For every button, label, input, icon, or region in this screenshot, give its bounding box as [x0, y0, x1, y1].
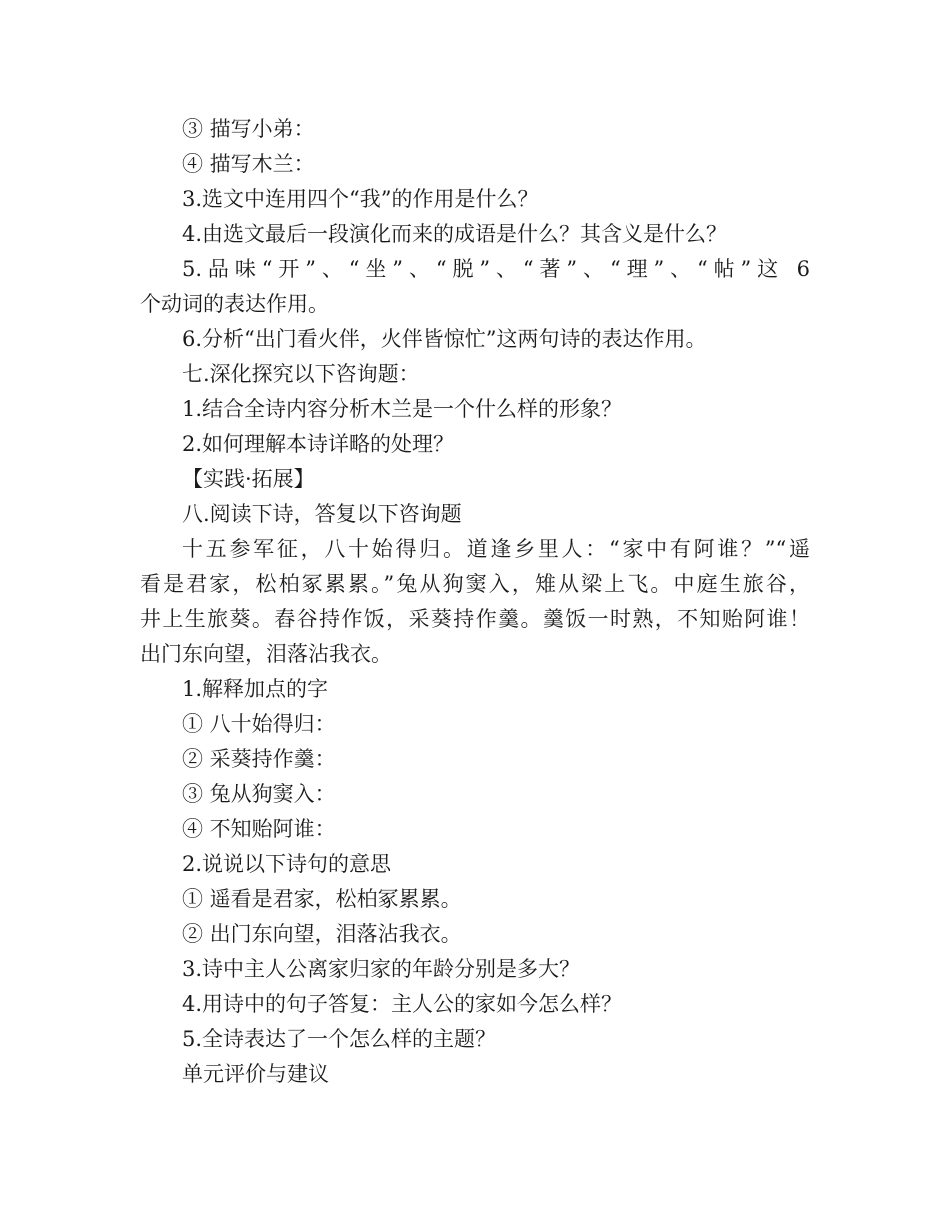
text-line: ④ 描写木兰： [182, 152, 315, 176]
text-line: 3.选文中连用四个“我”的作用是什么？ [182, 187, 539, 211]
text-line: 八.阅读下诗，答复以下咨询题 [182, 502, 462, 526]
text-line: 1.解释加点的字 [182, 677, 329, 701]
text-line: 6.分析“出门看火伴，火伴皆惊忙”这两句诗的表达作用。 [182, 327, 707, 351]
text-line: ② 出门东向望，泪落沾我衣。 [182, 922, 462, 946]
text-line: ③ 兔从狗窦入： [182, 782, 336, 806]
text-line: 2.如何理解本诗详略的处理？ [182, 432, 455, 456]
text-line: 4.用诗中的句子答复：主人公的家如今怎么样？ [182, 992, 623, 1016]
text-line: 个动词的表达作用。 [140, 292, 329, 316]
text-line: 单元评价与建议 [182, 1062, 329, 1086]
text-line: ③ 描写小弟： [182, 117, 315, 141]
text-line: 3.诗中主人公离家归家的年龄分别是多大？ [182, 957, 581, 981]
text-line: 十五参军征，八十始得归。道逢乡里人：“家中有阿谁？”“遥 [182, 537, 810, 561]
text-line: 七.深化探究以下咨询题： [182, 362, 420, 386]
text-line: 5.品味“开”、“坐”、“脱”、“著”、“理”、“帖”这 6 [182, 257, 810, 281]
text-line: 2.说说以下诗句的意思 [182, 852, 392, 876]
text-line: ② 采葵持作羹： [182, 747, 336, 771]
text-line: 4.由选文最后一段演化而来的成语是什么？其含义是什么？ [182, 222, 728, 246]
text-line: 5.全诗表达了一个怎么样的主题？ [182, 1027, 497, 1051]
document-body [140, 112, 810, 1092]
text-line: 井上生旅葵。舂谷持作饭，采葵持作羹。羹饭一时熟，不知贻阿谁！ [140, 607, 810, 631]
text-line: ④ 不知贻阿谁： [182, 817, 336, 841]
text-line: 【实践·拓展】 [182, 467, 315, 491]
text-line: 看是君家，松柏冢累累。”兔从狗窦入，雉从梁上飞。中庭生旅谷， [140, 572, 810, 596]
text-line: 出门东向望，泪落沾我衣。 [140, 642, 392, 666]
text-line: ① 八十始得归： [182, 712, 336, 736]
text-line: ① 遥看是君家，松柏冢累累。 [182, 887, 462, 911]
text-line: 1.结合全诗内容分析木兰是一个什么样的形象？ [182, 397, 623, 421]
